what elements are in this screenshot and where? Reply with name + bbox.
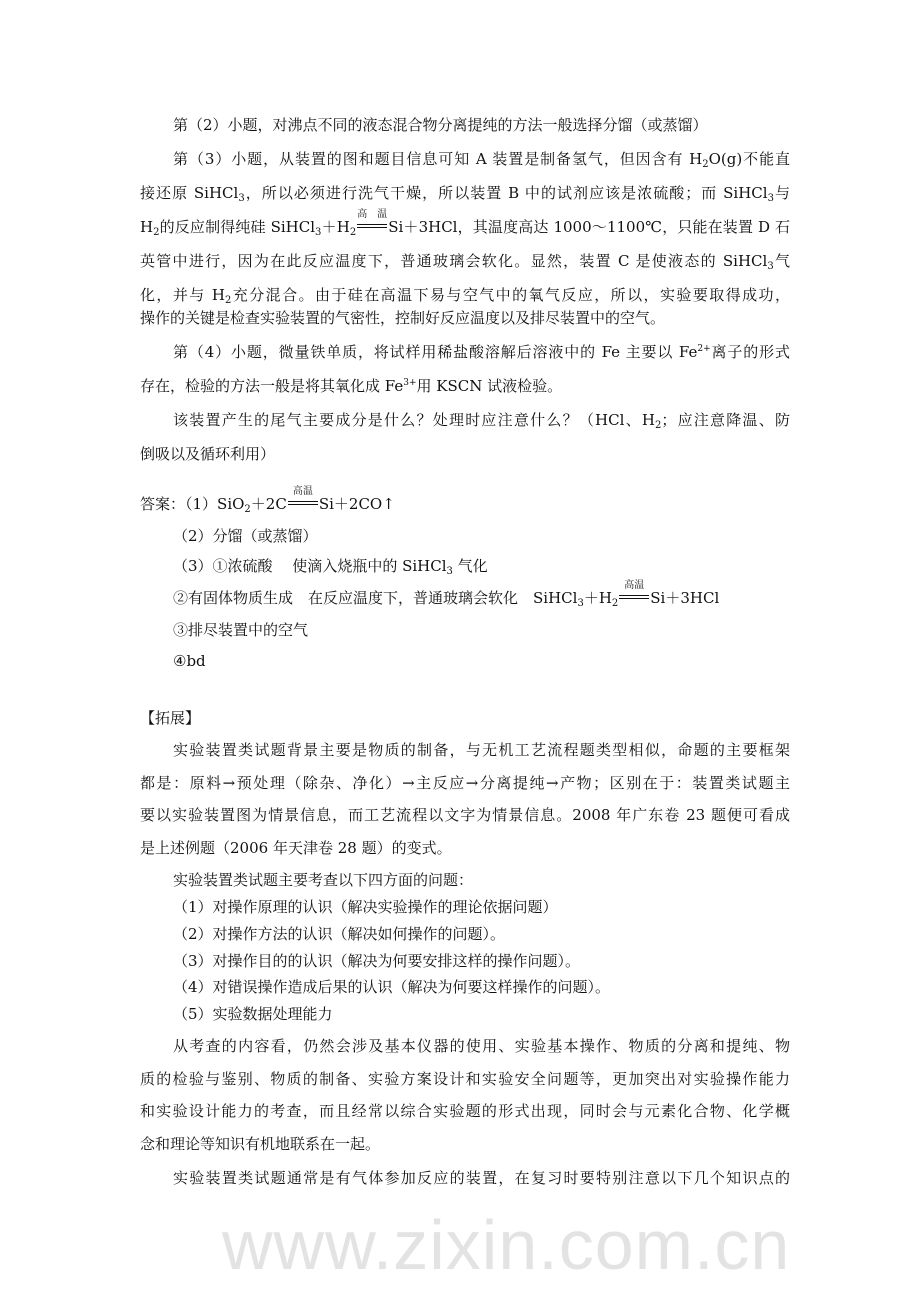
text-run: 该装置产生的尾气主要成分是什么？处理时应注意什么？（HCl、H xyxy=(173,411,655,429)
text-run: 英管中进行，因为在此反应温度下，普通玻璃会软化。显然，装置 C 是使液态的 SiHCl xyxy=(140,252,768,270)
subscript: 2 xyxy=(225,295,232,306)
text-run: ④bd xyxy=(173,652,206,670)
text-run: 从考查的内容看，仍然会涉及基本仪器的使用、实验基本操作、物质的分离和提纯、物 xyxy=(173,1037,790,1055)
text-run: 的反应制得纯硅 SiHCl xyxy=(159,218,316,236)
subscript: 3 xyxy=(767,193,774,204)
reaction-condition: 高温 xyxy=(292,486,313,497)
text-run: （2）分馏（或蒸馏） xyxy=(173,527,318,545)
text-run: （3）对操作目的的认识（解决为何要安排这样的操作问题）。 xyxy=(173,952,581,970)
text-run: 和实验设计能力的考查，而且经常以综合实验题的形式出现，同时会与元素化合物、化学概 xyxy=(140,1102,790,1120)
text-line xyxy=(173,651,206,671)
subscript: 2 xyxy=(654,420,662,431)
text-line xyxy=(173,740,790,760)
subscript: 3 xyxy=(446,566,453,577)
text-run: 倒吸以及循环利用） xyxy=(140,445,276,463)
text-line xyxy=(140,773,790,793)
text-line xyxy=(173,1168,790,1188)
text-run: 用 KSCN 试液检验。 xyxy=(416,377,563,395)
text-line xyxy=(173,924,505,944)
text-run: ＋H xyxy=(321,218,350,236)
text-line xyxy=(140,838,452,858)
text-line xyxy=(173,410,790,430)
text-line xyxy=(173,556,488,576)
text-line xyxy=(140,444,275,464)
text-run: ③排尽装置中的空气 xyxy=(173,621,309,639)
text-line xyxy=(140,486,395,515)
text-run: 念和理论等知识有机地联系在一起。 xyxy=(140,1135,381,1153)
text-line xyxy=(173,580,720,609)
reaction-condition-sign xyxy=(357,209,388,231)
double-line xyxy=(357,224,387,228)
watermark: www.zixin.com.cn xyxy=(222,1206,791,1284)
text-line xyxy=(140,805,790,825)
text-run: 要以实验装置图为情景信息，而工艺流程以文字为情景信息。2008 年广东卷 23 题便可看成 xyxy=(140,806,790,824)
text-line xyxy=(140,708,200,728)
text-line xyxy=(140,1069,790,1089)
text-run: （1）对操作原理的认识（解决实验操作的理论依据问题） xyxy=(173,898,558,916)
text-run: Si＋2CO↑ xyxy=(318,495,395,513)
text-run: ②有固体物质生成 在反应温度下，普通玻璃会软化 SiHCl xyxy=(173,589,578,607)
subscript: 2 xyxy=(702,159,709,170)
text-run: O(g)不能直 xyxy=(708,150,791,168)
text-line xyxy=(173,115,708,135)
text-run: 化，并与 H xyxy=(140,286,225,304)
text-run: （4）对错误操作造成后果的认识（解决为何要这样操作的问题）。 xyxy=(173,978,611,996)
reaction-condition: 高温 xyxy=(357,209,388,220)
text-line xyxy=(140,285,790,305)
reaction-condition-sign xyxy=(288,486,318,508)
text-run: 气 xyxy=(773,252,790,270)
text-line xyxy=(173,870,473,890)
text-run: 与 xyxy=(773,184,790,202)
text-line xyxy=(173,977,610,997)
reaction-condition-sign xyxy=(619,580,649,602)
text-run: 都是：原料→预处理（除杂、净化）→主反应→分离提纯→产物；区别在于：装置类试题主 xyxy=(140,774,790,792)
text-run: 质的检验与鉴别、物质的制备、实验方案设计和实验安全问题等，更加突出对实验操作能力 xyxy=(140,1070,790,1088)
double-line xyxy=(288,501,318,505)
subscript: 3 xyxy=(577,598,584,609)
text-line xyxy=(173,149,790,169)
text-run: 是上述例题（2006 年天津卷 28 题）的变式。 xyxy=(140,839,452,857)
text-run: （5）实验数据处理能力 xyxy=(173,1005,333,1023)
text-run: 实验装置类试题主要考查以下四方面的问题： xyxy=(173,871,474,889)
text-run: Si＋3HCl xyxy=(650,589,720,607)
text-run: 答案：（1）SiO xyxy=(140,495,245,513)
text-run: 第（4）小题，微量铁单质，将试样用稀盐酸溶解后溶液中的 Fe 主要以 Fe xyxy=(173,343,698,361)
text-run: 实验装置类试题通常是有气体参加反应的装置，在复习时要特别注意以下几个知识点的 xyxy=(173,1169,790,1187)
text-run: 充分混合。由于硅在高温下易与空气中的氧气反应，所以，实验要取得成功， xyxy=(231,286,790,304)
text-run: 实验装置类试题背景主要是物质的制备，与无机工艺流程题类型相似，命题的主要框架 xyxy=(173,741,790,759)
text-run: ，所以必须进行洗气干燥，所以装置 B 中的试剂应该是浓硫酸；而 SiHCl xyxy=(244,184,768,202)
text-line xyxy=(173,342,790,362)
subscript: 3 xyxy=(315,227,322,238)
text-run: （3）①浓硫酸 使滴入烧瓶中的 SiHCl xyxy=(173,557,447,575)
text-line xyxy=(173,1004,333,1024)
text-run: 接还原 SiHCl xyxy=(140,184,239,202)
text-line xyxy=(140,1134,380,1154)
subscript: 2 xyxy=(349,227,357,238)
text-run: ＋H xyxy=(583,589,612,607)
text-run: 【拓展】 xyxy=(140,709,201,727)
text-line xyxy=(140,376,562,396)
superscript: 2+ xyxy=(697,344,711,354)
text-line xyxy=(140,1101,790,1121)
subscript: 2 xyxy=(611,598,619,609)
subscript: 2 xyxy=(153,227,160,238)
text-line xyxy=(140,209,790,238)
text-run: 存在，检验的方法一般是将其氧化成 Fe xyxy=(140,377,404,395)
text-run: ＋2C xyxy=(250,495,287,513)
text-line xyxy=(173,897,558,917)
subscript: 3 xyxy=(767,261,774,272)
superscript: 3+ xyxy=(403,378,417,388)
reaction-condition: 高温 xyxy=(624,580,645,591)
text-run: 第（3）小题，从装置的图和题目信息可知 A 装置是制备氢气，但因含有 H xyxy=(173,150,703,168)
text-line xyxy=(173,951,580,971)
text-run: H xyxy=(140,218,154,236)
text-run: Si＋3HCl，其温度高达 1000～1100℃，只能在装置 D 石 xyxy=(388,218,790,236)
text-line xyxy=(140,308,665,328)
text-run: ；应注意降温、防 xyxy=(661,411,790,429)
text-line xyxy=(140,183,790,203)
subscript: 2 xyxy=(244,504,251,515)
text-line xyxy=(173,1036,790,1056)
text-run: 气化 xyxy=(452,557,488,575)
text-run: （2）对操作方法的认识（解决如何操作的问题）。 xyxy=(173,925,506,943)
text-run: 离子的形式 xyxy=(710,343,790,361)
text-line xyxy=(140,251,790,271)
text-run: 第（2）小题，对沸点不同的液态混合物分离提纯的方法一般选择分馏（或蒸馏） xyxy=(173,116,708,134)
text-line xyxy=(173,620,308,640)
double-line xyxy=(619,595,649,599)
text-line xyxy=(173,526,318,546)
subscript: 3 xyxy=(238,193,245,204)
text-run: 操作的关键是检查实验装置的气密性，控制好反应温度以及排尽装置中的空气。 xyxy=(140,309,666,327)
